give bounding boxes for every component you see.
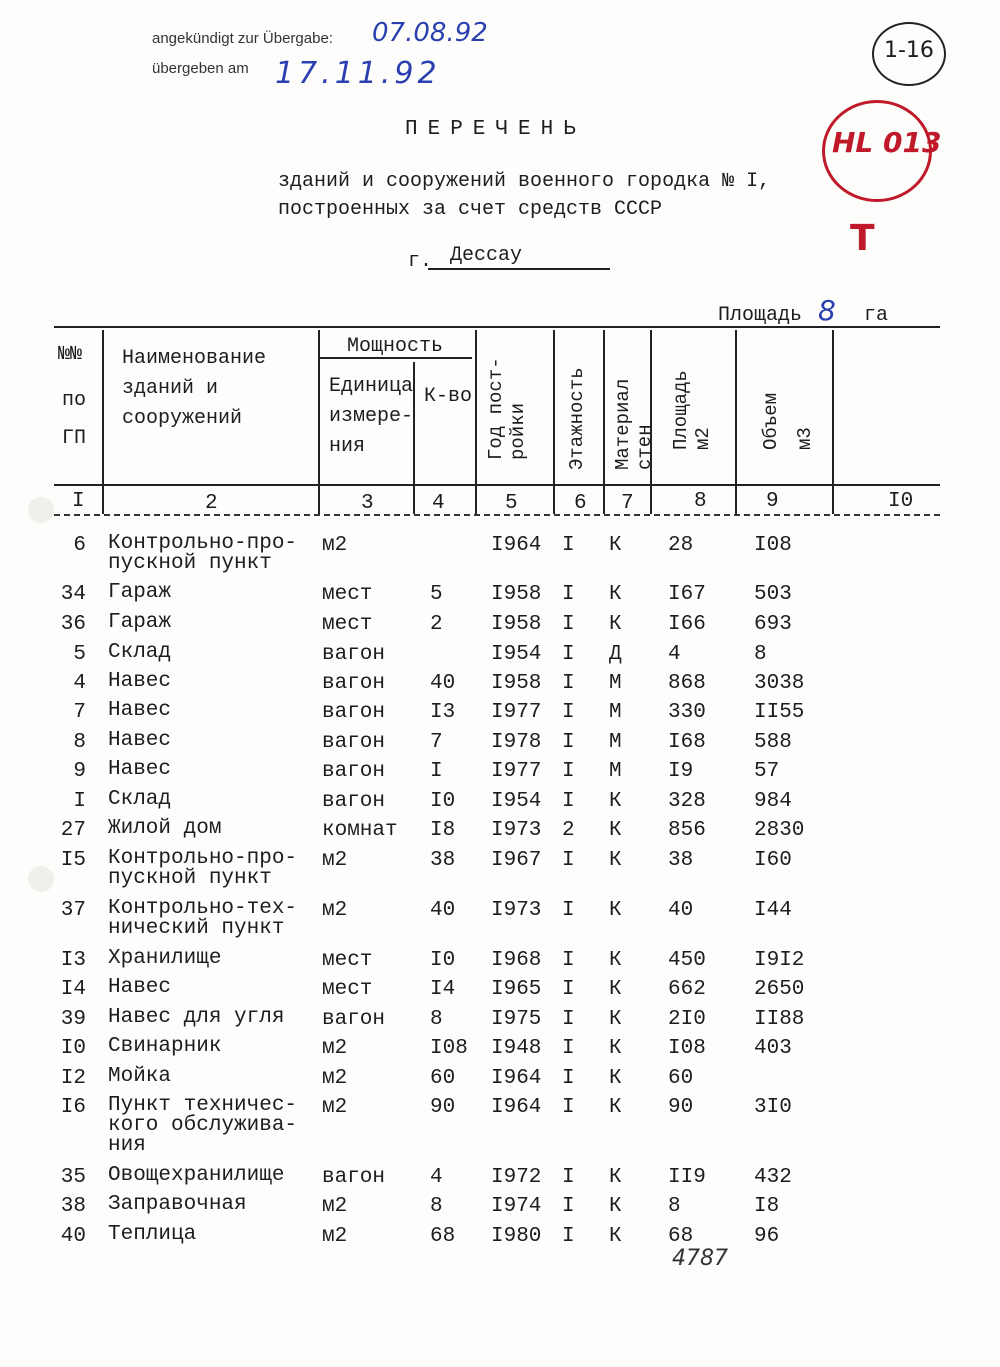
cell-floors: I — [562, 672, 575, 695]
cell-num: 5 — [73, 643, 86, 666]
cell-unit: вагон — [322, 643, 386, 666]
cell-unit: вагон — [322, 701, 386, 724]
cell-name: Овощехранилище — [108, 1164, 285, 1187]
cell-vol: I60 — [754, 849, 792, 872]
cell-area: 90 — [668, 1096, 694, 1119]
cell-unit: вагон — [322, 1008, 386, 1031]
cell-name: Навес — [108, 699, 172, 722]
cell-vol: I44 — [754, 899, 792, 922]
cell-num: 40 — [60, 1225, 86, 1248]
cell-num: 36 — [60, 613, 86, 636]
cell-unit: вагон — [322, 1166, 386, 1189]
cell-mat: К — [609, 1195, 622, 1218]
cell-num: I3 — [60, 949, 86, 972]
cell-area: 662 — [668, 978, 706, 1001]
col-number-7: 7 — [621, 492, 634, 515]
cell-floors: I — [562, 534, 575, 557]
cell-area: 38 — [668, 849, 694, 872]
cell-unit: м2 — [322, 849, 348, 872]
col-divider — [603, 330, 605, 514]
header-floors: Этажность — [566, 367, 588, 470]
cell-qty: 4 — [430, 1166, 443, 1189]
cell-name: Заправочная — [108, 1193, 247, 1216]
cell-qty: 38 — [430, 849, 456, 872]
cell-year: I974 — [491, 1195, 542, 1218]
cell-unit: м2 — [322, 1225, 348, 1248]
cell-vol: 2650 — [754, 978, 805, 1001]
cell-unit: комнат — [322, 819, 398, 842]
cell-area: 328 — [668, 790, 706, 813]
handed-date: 17.11.92 — [275, 56, 441, 91]
cell-qty: 60 — [430, 1067, 456, 1090]
header-material: Материал стен — [612, 378, 656, 470]
header-num-3: ГП — [62, 427, 87, 450]
cell-name: Навес для угля — [108, 1006, 285, 1029]
cell-unit: вагон — [322, 731, 386, 754]
cell-vol: 693 — [754, 613, 792, 636]
cell-name: Навес — [108, 976, 172, 999]
col-number-2: 2 — [205, 492, 218, 515]
col-divider — [102, 330, 104, 514]
cell-name: Гараж — [108, 611, 172, 634]
cell-num: 4 — [73, 672, 86, 695]
cell-floors: I — [562, 899, 575, 922]
cell-area: 450 — [668, 949, 706, 972]
cell-name: Пункт техничес- кого обслужива- ния — [108, 1094, 298, 1157]
cell-qty: I0 — [430, 949, 456, 972]
col-divider — [832, 330, 834, 514]
cell-vol: 432 — [754, 1166, 792, 1189]
cell-unit: вагон — [322, 760, 386, 783]
corner-mark-text: 1-16 — [884, 38, 934, 63]
cell-floors: I — [562, 583, 575, 606]
city-underline — [428, 268, 610, 270]
cell-floors: I — [562, 849, 575, 872]
title-line-2: построенных за счет средств СССР — [278, 198, 663, 221]
col-number-10: I0 — [888, 490, 914, 513]
cell-num: 39 — [60, 1008, 86, 1031]
cell-mat: М — [609, 731, 622, 754]
cell-num: 35 — [60, 1166, 86, 1189]
cell-mat: К — [609, 583, 622, 606]
cell-year: I954 — [491, 790, 542, 813]
cell-vol: 503 — [754, 583, 792, 606]
cell-year: I975 — [491, 1008, 542, 1031]
cell-floors: I — [562, 1166, 575, 1189]
cell-unit: м2 — [322, 1037, 348, 1060]
cell-name: Свинарник — [108, 1035, 222, 1058]
cell-year: I958 — [491, 583, 542, 606]
cell-area: 60 — [668, 1067, 694, 1090]
cell-num: I4 — [60, 978, 86, 1001]
cell-area: 4 — [668, 643, 681, 666]
header-name: Наименование зданий и сооружений — [122, 347, 267, 430]
handed-label: übergeben am — [152, 60, 249, 77]
cell-year: I980 — [491, 1225, 542, 1248]
cell-mat: К — [609, 899, 622, 922]
cell-unit: м2 — [322, 1067, 348, 1090]
cell-vol: I9I2 — [754, 949, 805, 972]
cell-vol: I08 — [754, 534, 792, 557]
col-divider — [475, 330, 477, 514]
cell-unit: мест — [322, 613, 373, 636]
cell-unit: вагон — [322, 672, 386, 695]
col-number-8: 8 — [694, 490, 707, 513]
cell-unit: вагон — [322, 790, 386, 813]
cell-mat: М — [609, 672, 622, 695]
cell-name: Навес — [108, 729, 172, 752]
cell-vol: 96 — [754, 1225, 780, 1248]
cell-num: I5 — [60, 849, 86, 872]
cell-unit: мест — [322, 583, 373, 606]
cell-num: I0 — [60, 1037, 86, 1060]
cell-qty: 68 — [430, 1225, 456, 1248]
cell-area: I9 — [668, 760, 694, 783]
cell-mat: К — [609, 534, 622, 557]
cell-area: I68 — [668, 731, 706, 754]
cell-name: Контрольно-про- пускной пункт — [108, 532, 298, 575]
cell-name: Навес — [108, 670, 172, 693]
city-name: Дессау — [450, 244, 523, 267]
cell-year: I964 — [491, 1067, 542, 1090]
header-area: Площадь м2 — [670, 370, 714, 450]
cell-floors: I — [562, 1037, 575, 1060]
cell-num: 8 — [73, 731, 86, 754]
cell-num: 27 — [60, 819, 86, 842]
cell-unit: мест — [322, 978, 373, 1001]
col-number-9: 9 — [766, 490, 779, 513]
cell-year: I965 — [491, 978, 542, 1001]
header-number-rule — [54, 514, 940, 516]
header-num-2: по — [62, 389, 87, 412]
cell-area: 8 — [668, 1195, 681, 1218]
cell-area: I08 — [668, 1037, 706, 1060]
cell-num: 9 — [73, 760, 86, 783]
cell-qty: I3 — [430, 701, 456, 724]
cell-num: 38 — [60, 1195, 86, 1218]
cell-area: 856 — [668, 819, 706, 842]
cell-unit: м2 — [322, 534, 348, 557]
cell-qty: 40 — [430, 672, 456, 695]
cell-unit: м2 — [322, 1096, 348, 1119]
cell-name: Навес — [108, 758, 172, 781]
cell-year: I958 — [491, 672, 542, 695]
cell-floors: I — [562, 1195, 575, 1218]
cell-vol: 984 — [754, 790, 792, 813]
cell-qty: 5 — [430, 583, 443, 606]
header-unit: Единица измере-ния — [329, 375, 414, 458]
cell-area: 68 — [668, 1225, 694, 1248]
cell-vol: II88 — [754, 1008, 805, 1031]
cell-floors: 2 — [562, 819, 575, 842]
cell-vol: 403 — [754, 1037, 792, 1060]
cell-mat: К — [609, 1225, 622, 1248]
cell-area: II9 — [668, 1166, 706, 1189]
cell-area: I67 — [668, 583, 706, 606]
cell-year: I973 — [491, 819, 542, 842]
title-line-1: зданий и сооружений военного городка № I, — [278, 170, 771, 193]
cell-qty: I4 — [430, 978, 456, 1001]
cell-name: Хранилище — [108, 947, 222, 970]
cell-qty: 8 — [430, 1195, 443, 1218]
cell-floors: I — [562, 978, 575, 1001]
cell-mat: К — [609, 1008, 622, 1031]
cell-vol: 8 — [754, 643, 767, 666]
cell-name: Теплица — [108, 1223, 197, 1246]
cell-qty: 7 — [430, 731, 443, 754]
red-t-mark: T — [850, 218, 875, 259]
header-volume: Объем м3 — [760, 392, 816, 450]
handwritten-total: 4787 — [672, 1246, 728, 1271]
cell-num: 34 — [60, 583, 86, 606]
cell-vol: 2830 — [754, 819, 805, 842]
col-number-6: 6 — [574, 492, 587, 515]
cell-year: I972 — [491, 1166, 542, 1189]
cell-name: Гараж — [108, 581, 172, 604]
cell-mat: К — [609, 1166, 622, 1189]
cell-floors: I — [562, 643, 575, 666]
cell-year: I968 — [491, 949, 542, 972]
area-value: 8 — [818, 294, 836, 327]
col-divider — [735, 330, 737, 514]
city-prefix: г. — [408, 250, 433, 273]
cell-area: 28 — [668, 534, 694, 557]
cell-floors: I — [562, 1067, 575, 1090]
cell-vol: 57 — [754, 760, 780, 783]
area-unit: га — [864, 304, 889, 327]
cell-num: I — [73, 790, 86, 813]
cell-area: I66 — [668, 613, 706, 636]
announced-date: 07.08.92 — [372, 18, 488, 48]
cell-vol: 3I0 — [754, 1096, 792, 1119]
cell-floors: I — [562, 1096, 575, 1119]
cell-num: 7 — [73, 701, 86, 724]
cell-area: 2I0 — [668, 1008, 706, 1031]
header-qty: К-во — [424, 385, 473, 408]
col-divider — [318, 330, 320, 514]
punch-hole — [28, 497, 54, 523]
cell-area: 868 — [668, 672, 706, 695]
cell-year: I977 — [491, 701, 542, 724]
cell-year: I964 — [491, 534, 542, 557]
cell-name: Склад — [108, 641, 172, 664]
cell-mat: М — [609, 701, 622, 724]
header-year: Год пост-ройки — [485, 357, 529, 460]
archive-stamp-text: HL 013 — [832, 126, 942, 159]
cell-qty: I08 — [430, 1037, 468, 1060]
cell-year: I977 — [491, 760, 542, 783]
cell-year: I967 — [491, 849, 542, 872]
cell-year: I948 — [491, 1037, 542, 1060]
cell-mat: К — [609, 1067, 622, 1090]
cell-qty: I8 — [430, 819, 456, 842]
cell-name: Склад — [108, 788, 172, 811]
header-num-1: №№ — [58, 343, 83, 366]
cell-floors: I — [562, 949, 575, 972]
col-number-4: 4 — [432, 492, 445, 515]
cell-mat: К — [609, 978, 622, 1001]
cell-name: Контрольно-тех- нический пункт — [108, 897, 298, 940]
cell-floors: I — [562, 1008, 575, 1031]
cell-year: I973 — [491, 899, 542, 922]
cell-qty: 40 — [430, 899, 456, 922]
cell-year: I978 — [491, 731, 542, 754]
area-label: Площадь — [718, 304, 803, 327]
cell-area: 40 — [668, 899, 694, 922]
cell-name: Контрольно-про- пускной пункт — [108, 847, 298, 890]
cell-name: Жилой дом — [108, 817, 222, 840]
cell-area: 330 — [668, 701, 706, 724]
cell-floors: I — [562, 701, 575, 724]
cell-num: 37 — [60, 899, 86, 922]
cell-year: I958 — [491, 613, 542, 636]
cell-qty: 2 — [430, 613, 443, 636]
cell-mat: К — [609, 1096, 622, 1119]
cell-vol: II55 — [754, 701, 805, 724]
cell-qty: I — [430, 760, 443, 783]
cell-mat: Д — [609, 643, 622, 666]
col-divider — [553, 330, 555, 514]
cell-mat: К — [609, 949, 622, 972]
cell-floors: I — [562, 1225, 575, 1248]
cell-unit: м2 — [322, 1195, 348, 1218]
cell-vol: 588 — [754, 731, 792, 754]
cell-qty: 90 — [430, 1096, 456, 1119]
cell-vol: I8 — [754, 1195, 780, 1218]
col-number-1: I — [72, 490, 85, 513]
document-title: ПЕРЕЧЕНЬ — [405, 118, 586, 141]
cell-mat: К — [609, 1037, 622, 1060]
col-number-5: 5 — [505, 492, 518, 515]
cell-qty: I0 — [430, 790, 456, 813]
cell-mat: К — [609, 613, 622, 636]
cell-num: I2 — [60, 1067, 86, 1090]
cell-floors: I — [562, 731, 575, 754]
cell-vol: 3038 — [754, 672, 805, 695]
cell-floors: I — [562, 613, 575, 636]
cell-floors: I — [562, 760, 575, 783]
cell-unit: м2 — [322, 899, 348, 922]
cell-mat: К — [609, 790, 622, 813]
cell-mat: М — [609, 760, 622, 783]
cell-year: I954 — [491, 643, 542, 666]
header-bottom-rule — [54, 484, 940, 486]
cell-num: I6 — [60, 1096, 86, 1119]
announced-label: angekündigt zur Übergabe: — [152, 30, 333, 47]
cell-mat: К — [609, 819, 622, 842]
cell-floors: I — [562, 790, 575, 813]
cell-mat: К — [609, 849, 622, 872]
col-number-3: 3 — [361, 492, 374, 515]
header-power: Мощность — [347, 335, 444, 358]
cell-num: 6 — [73, 534, 86, 557]
cell-unit: мест — [322, 949, 373, 972]
cell-qty: 8 — [430, 1008, 443, 1031]
cell-name: Мойка — [108, 1065, 172, 1088]
cell-year: I964 — [491, 1096, 542, 1119]
